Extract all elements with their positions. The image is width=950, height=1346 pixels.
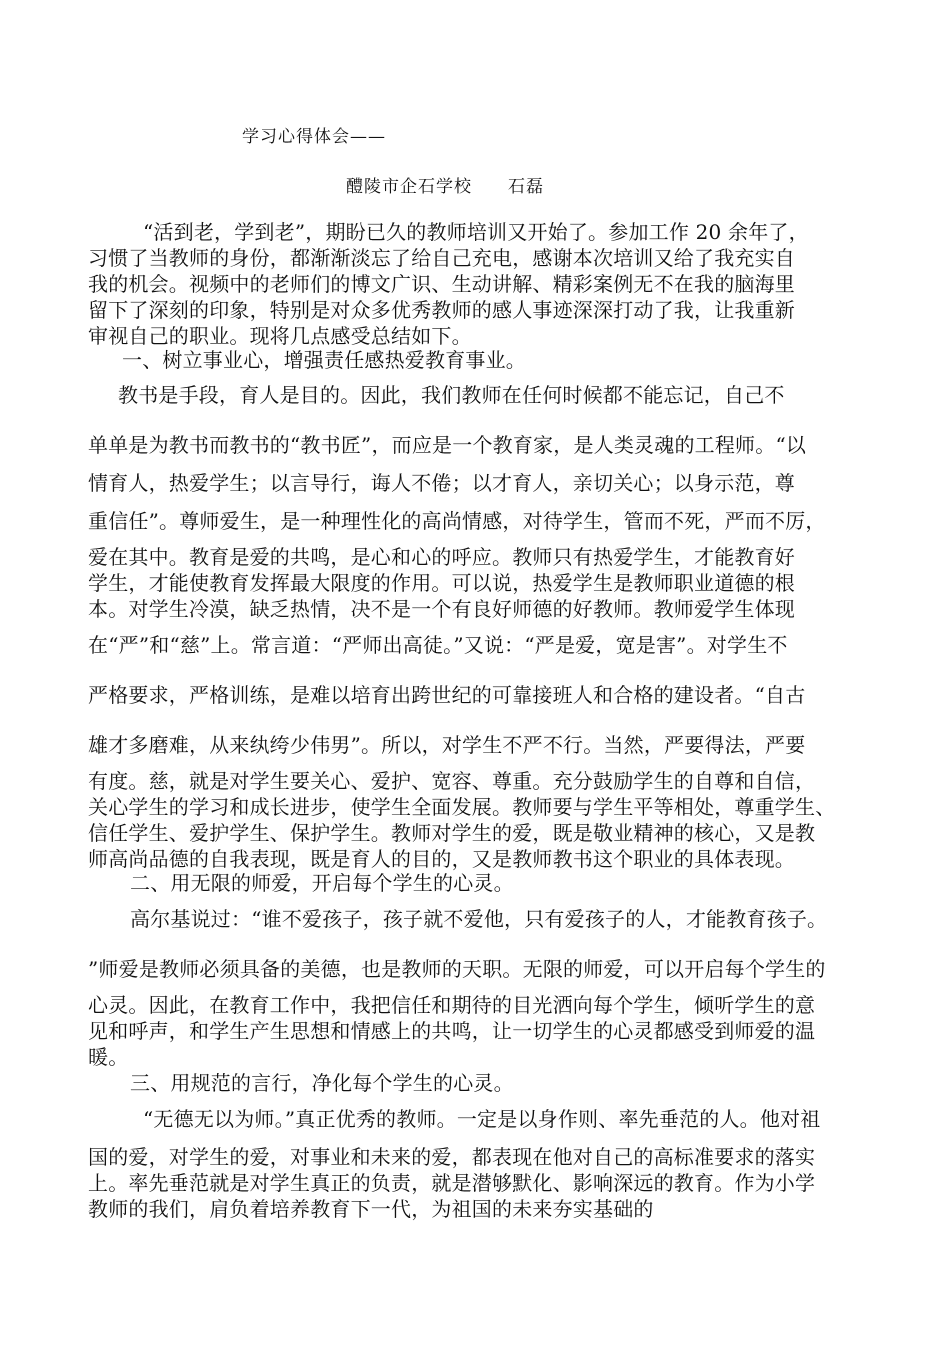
text-line: 教书是手段，育人是目的。因此，我们教师在任何时候都不能忘记，自己不 bbox=[118, 383, 785, 407]
text-line: 雄才多磨难，从来纨绔少伟男”。所以，对学生不严不行。当然，严要得法，严要 bbox=[88, 733, 806, 757]
document-byline: 醴陵市企石学校 石磊 bbox=[346, 177, 544, 197]
section-heading: 一、树立事业心，增强责任感热爱教育事业。 bbox=[122, 348, 526, 372]
text-line: 信任学生、爱护学生、保护学生。教师对学生的爱，既是敬业精神的核心，又是教 bbox=[88, 821, 816, 845]
text-line: 单单是为教书而教书的“教书匠”，而应是一个教育家，是人类灵魂的工程师。“以 bbox=[88, 433, 807, 457]
text-line: “无德无以为师。”真正优秀的教师。一定是以身作则、率先垂范的人。他对祖 bbox=[143, 1107, 821, 1131]
text-line: 严格要求，严格训练，是难以培育出跨世纪的可靠接班人和合格的建设者。“自古 bbox=[88, 683, 806, 707]
text-line: “活到老，学到老”，期盼已久的教师培训又开始了。参加工作 20 余年了， bbox=[143, 220, 809, 244]
text-line: 在“严”和“慈”上。常言道：“严师出高徒。”又说：“严是爱，宽是害”。对学生不 bbox=[88, 633, 788, 657]
text-line: 学生，才能使教育发挥最大限度的作用。可以说，热爱学生是教师职业道德的根 bbox=[88, 571, 795, 595]
text-line: 暖。 bbox=[88, 1045, 129, 1069]
text-line: 教师的我们，肩负着培养教育下一代，为祖国的未来夯实基础的 bbox=[88, 1197, 654, 1221]
text-line: 上。率先垂范就是对学生真正的负责，就是潜够默化、影响深远的教育。作为小学 bbox=[88, 1171, 816, 1195]
text-line: 国的爱，对学生的爱，对事业和未来的爱，都表现在他对自己的高标准要求的落实 bbox=[88, 1145, 816, 1169]
text-line: 审视自己的职业。现将几点感受总结如下。 bbox=[88, 324, 472, 348]
text-line: 师高尚品德的自我表现，既是育人的目的，又是教师教书这个职业的具体表现。 bbox=[88, 847, 795, 871]
text-line: 留下了深刻的印象，特别是对众多优秀教师的感人事迹深深打动了我，让我重新 bbox=[88, 298, 795, 322]
text-line: 情育人，热爱学生；以言导行，诲人不倦；以才育人，亲切关心；以身示范，尊 bbox=[88, 471, 795, 495]
document-title: 学习心得体会—— bbox=[242, 127, 386, 147]
section-heading: 二、用无限的师爱，开启每个学生的心灵。 bbox=[130, 871, 514, 895]
text-line: 习惯了当教师的身份，都渐渐淡忘了给自己充电，感谢本次培训又给了我充实自 bbox=[88, 246, 795, 270]
text-line: 高尔基说过：“谁不爱孩子，孩子就不爱他，只有爱孩子的人，才能教育孩子。 bbox=[130, 907, 828, 931]
text-line: ”师爱是教师必须具备的美德，也是教师的天职。无限的师爱，可以开启每个学生的 bbox=[88, 957, 826, 981]
text-line: 有度。慈，就是对学生要关心、爱护、宽容、尊重。充分鼓励学生的自尊和自信， bbox=[88, 769, 816, 793]
text-line: 我的机会。视频中的老师们的博文广识、生动讲解、精彩案例无不在我的脑海里 bbox=[88, 272, 795, 296]
text-line: 见和呼声，和学生产生思想和情感上的共鸣，让一切学生的心灵都感受到师爱的温 bbox=[88, 1019, 816, 1043]
text-line: 心灵。因此，在教育工作中，我把信任和期待的目光洒向每个学生，倾听学生的意 bbox=[88, 993, 816, 1017]
text-line: 重信任”。尊师爱生，是一种理性化的高尚情感，对待学生，管而不死，严而不厉， bbox=[88, 509, 826, 533]
section-heading: 三、用规范的言行，净化每个学生的心灵。 bbox=[130, 1071, 514, 1095]
text-line: 本。对学生冷漠，缺乏热情，决不是一个有良好师德的好教师。教师爱学生体现 bbox=[88, 597, 795, 621]
text-line: 关心学生的学习和成长进步，使学生全面发展。教师要与学生平等相处，尊重学生、 bbox=[88, 795, 836, 819]
text-line: 爱在其中。教育是爱的共鸣，是心和心的呼应。教师只有热爱学生，才能教育好 bbox=[88, 545, 795, 569]
